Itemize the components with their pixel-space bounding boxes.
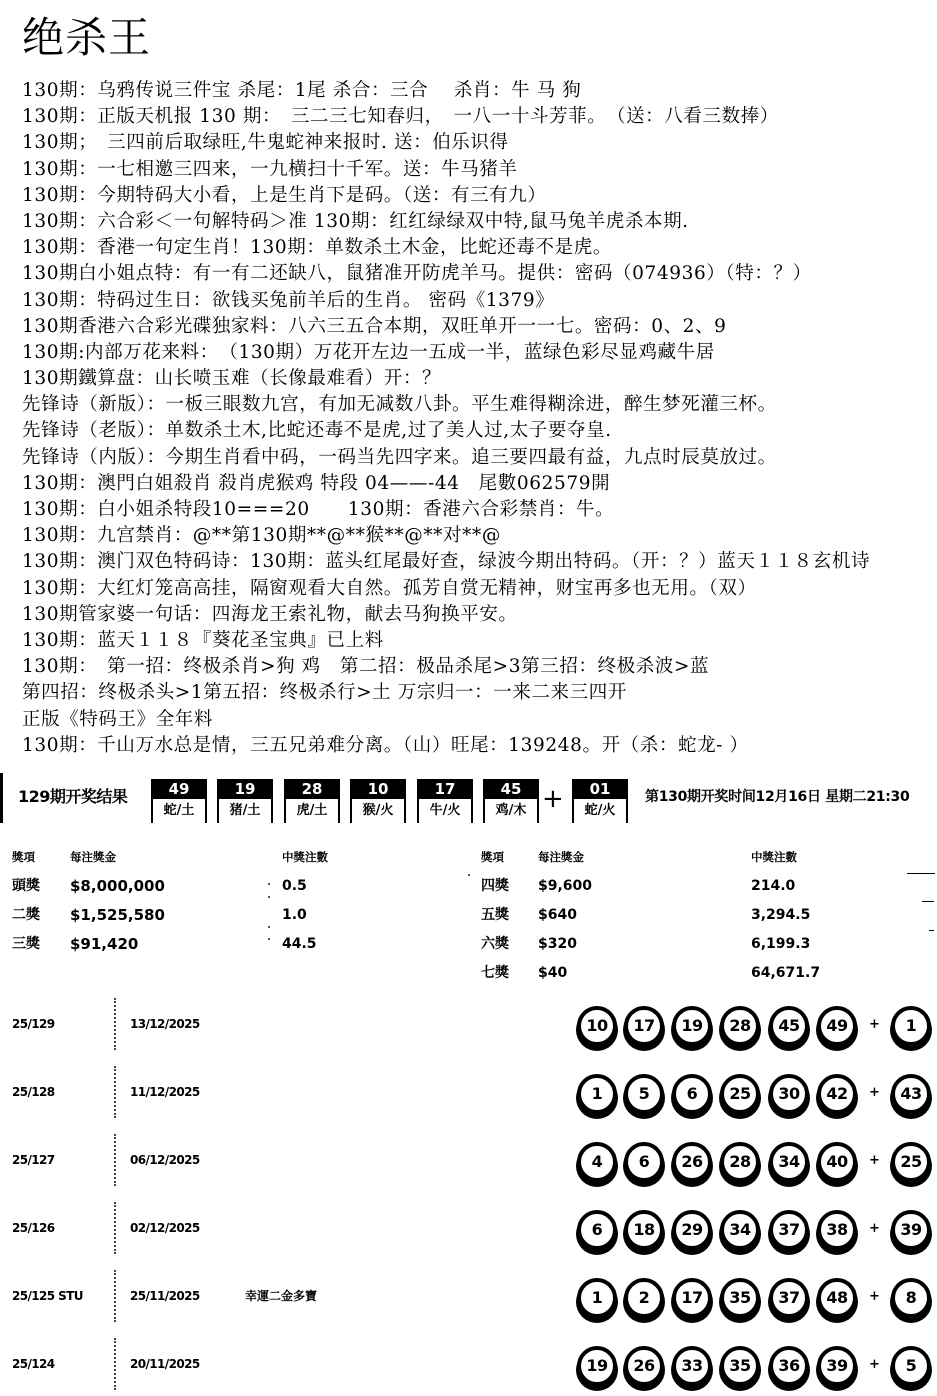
prize-amount: $320 — [538, 936, 577, 952]
decorative-dot — [468, 874, 470, 876]
number-ball: 30 — [769, 1074, 809, 1114]
number-ball: 26 — [624, 1346, 664, 1386]
result-number-box — [217, 779, 273, 823]
prize-amount: $91,420 — [70, 935, 139, 953]
result-number: 45 — [485, 779, 537, 799]
result-number-box — [417, 779, 473, 823]
history-date: 02/12/2025 — [130, 1221, 200, 1235]
history-row — [0, 1336, 937, 1396]
prediction-line: 第四招：终极杀头>1第五招：终极杀行>土 万宗归一：一来二来三四开 — [22, 682, 627, 704]
number-ball: 37 — [769, 1278, 809, 1318]
special-ball: 1 — [891, 1006, 931, 1046]
prediction-line: 130期：白小姐杀特段10===20 130期：香港六合彩禁肖：牛。 — [22, 499, 615, 520]
history-issue: 25/128 — [12, 1085, 55, 1099]
number-ball: 28 — [720, 1006, 760, 1046]
dotted-divider — [114, 1134, 116, 1186]
number-ball: 42 — [817, 1074, 857, 1114]
history-issue: 25/127 — [12, 1153, 55, 1167]
number-ball: 39 — [817, 1346, 857, 1386]
prediction-line: 130期：大红灯笼高高挂，隔窗观看大自然。孤芳自赏无精神，财宝再多也无用。（双） — [22, 577, 757, 599]
prize-name: 五獎 — [481, 907, 509, 923]
draw-result-label: 129期开奖结果 — [18, 787, 128, 806]
result-number: 17 — [419, 779, 471, 799]
decorative-dot — [268, 896, 270, 898]
special-number: 01 — [574, 779, 626, 799]
prediction-line: 130期管家婆一句话：四海龙王索礼物，献去马狗换平安。 — [22, 603, 518, 625]
prize-winners: 0.5 — [282, 878, 307, 894]
result-zodiac: 蛇/土 — [163, 803, 195, 818]
number-ball: 1 — [577, 1074, 617, 1114]
prize-amount: $1,525,580 — [70, 906, 165, 924]
number-ball: 6 — [624, 1142, 664, 1182]
decorative-line — [907, 873, 935, 874]
prediction-line: 130期：乌鸦传说三件宝 杀尾：1尾 杀合：三合 杀肖：牛 马 狗 — [22, 80, 582, 101]
prize-name: 七獎 — [481, 965, 509, 981]
header-prize: 獎項 — [12, 850, 35, 864]
result-number-box — [483, 779, 539, 823]
plus-icon: + — [869, 1085, 880, 1100]
result-number: 19 — [219, 779, 271, 799]
prize-amount: $9,600 — [538, 878, 593, 894]
special-ball: 39 — [891, 1210, 931, 1250]
prediction-line: 先锋诗（新版）：一板三眼数九宫，有加无减数八卦。平生难得糊涂进，醉生梦死灌三杯。 — [22, 394, 777, 416]
dotted-divider — [114, 1338, 116, 1390]
prize-winners: 64,671.7 — [751, 965, 821, 981]
special-ball: 43 — [891, 1074, 931, 1114]
decorative-dot — [268, 938, 270, 940]
header-amount: 每注獎金 — [70, 850, 116, 864]
number-ball: 1 — [577, 1278, 617, 1318]
prediction-line: 先锋诗（内版）：今期生肖看中码，一码当先四字来。追三要四最有益，九点时辰莫放过。 — [22, 446, 777, 468]
prediction-line: 130期； 三四前后取绿旺,牛鬼蛇神来报时. 送：伯乐识得 — [22, 132, 509, 154]
prize-table — [0, 846, 937, 986]
prize-name: 頭獎 — [12, 878, 40, 894]
prediction-line: 130期：六合彩＜一句解特码＞准 130期：红红绿绿双中特,鼠马兔羊虎杀本期. — [22, 210, 689, 232]
header-winners: 中獎注數 — [282, 850, 328, 864]
prediction-line: 先锋诗（老版）：单数杀土木,比蛇还毒不是虎,过了美人过,太子要夺皇. — [22, 420, 612, 442]
plus-icon: + — [869, 1017, 880, 1032]
plus-icon: + — [869, 1221, 880, 1236]
result-zodiac: 猴/火 — [362, 803, 394, 818]
dotted-divider — [114, 998, 116, 1050]
prediction-line: 130期：九宫禁肖：@**第130期**@**猴**@**对**@ — [22, 525, 501, 547]
result-zodiac: 牛/火 — [429, 803, 461, 818]
prediction-line: 130期：千山万水总是情，三五兄弟难分离。（山）旺尾：139248。开（杀：蛇龙- ） — [22, 734, 749, 756]
number-ball: 36 — [769, 1346, 809, 1386]
number-ball: 19 — [672, 1006, 712, 1046]
number-ball: 25 — [720, 1074, 760, 1114]
prediction-line: 130期：特码过生日：欲钱买兔前羊后的生肖。 密码《1379》 — [22, 289, 555, 311]
number-ball: 19 — [577, 1346, 617, 1386]
number-ball: 5 — [624, 1074, 664, 1114]
number-ball: 34 — [720, 1210, 760, 1250]
prediction-line: 正版《特码王》全年料 — [22, 708, 214, 730]
special-ball: 5 — [891, 1346, 931, 1386]
history-issue: 25/126 — [12, 1221, 55, 1235]
result-zodiac: 猪/土 — [229, 803, 261, 818]
plus-icon: + — [869, 1357, 880, 1372]
prize-amount: $640 — [538, 907, 577, 923]
result-number-box — [284, 779, 340, 823]
header-amount: 每注獎金 — [538, 850, 584, 864]
number-ball: 45 — [769, 1006, 809, 1046]
result-number-box — [350, 779, 406, 823]
prize-winners: 44.5 — [282, 936, 317, 952]
history-row — [0, 996, 937, 1056]
prize-amount: $8,000,000 — [70, 877, 165, 895]
decorative-dot — [268, 926, 270, 928]
prize-name: 二獎 — [12, 907, 40, 923]
number-ball: 10 — [577, 1006, 617, 1046]
history-row — [0, 1200, 937, 1260]
number-ball: 2 — [624, 1278, 664, 1318]
number-ball: 35 — [720, 1346, 760, 1386]
history-note: 幸運二金多寶 — [245, 1289, 318, 1303]
number-ball: 33 — [672, 1346, 712, 1386]
history-row — [0, 1064, 937, 1124]
prediction-line: 130期：蓝天１１８『葵花圣宝典』已上料 — [22, 629, 384, 651]
history-issue: 25/129 — [12, 1017, 55, 1031]
header-prize: 獎項 — [481, 850, 504, 864]
history-row — [0, 1132, 937, 1192]
special-zodiac: 蛇/火 — [584, 803, 616, 818]
plus-icon: + — [869, 1289, 880, 1304]
number-ball: 35 — [720, 1278, 760, 1318]
special-ball: 25 — [891, 1142, 931, 1182]
plus-icon: + — [869, 1153, 880, 1168]
header-winners: 中獎注數 — [751, 850, 797, 864]
decorative-dot — [268, 883, 270, 885]
plus-icon: + — [542, 784, 564, 814]
number-ball: 26 — [672, 1142, 712, 1182]
dotted-divider — [114, 1066, 116, 1118]
prediction-lines — [22, 78, 937, 759]
result-number: 49 — [153, 779, 205, 799]
result-number: 10 — [352, 779, 404, 799]
result-zodiac: 虎/土 — [296, 803, 328, 818]
prize-winners: 6,199.3 — [751, 936, 811, 952]
prediction-line: 130期白小姐点特：有一有二还缺八，鼠猪准开防虎羊马。提供：密码（074936）（特：？） — [22, 263, 812, 285]
number-ball: 17 — [624, 1006, 664, 1046]
number-ball: 28 — [720, 1142, 760, 1182]
prediction-line: 130期：一七相邀三四来，一九横扫十千军。送：牛马猪羊 — [22, 158, 518, 180]
number-ball: 17 — [672, 1278, 712, 1318]
number-ball: 4 — [577, 1142, 617, 1182]
prediction-line: 130期：正版天机报 130 期： 三二三七知春归， 一八一十斗芳菲。 （送：八看三数捧） — [22, 106, 779, 128]
prize-winners: 3,294.5 — [751, 907, 811, 923]
history-date: 25/11/2025 — [130, 1289, 200, 1303]
number-ball: 37 — [769, 1210, 809, 1250]
prediction-line: 130期:内部万花来料： （130期）万花开左边一五成一半，蓝绿色彩尽显鸡藏牛居 — [22, 341, 715, 363]
prediction-line: 130期：澳門白姐殺肖 殺肖虎猴鸡 特段 04——-44 尾數062579開 — [22, 472, 611, 494]
history-date: 20/11/2025 — [130, 1357, 200, 1371]
number-ball: 18 — [624, 1210, 664, 1250]
draw-result-bar — [0, 770, 937, 828]
prize-winners: 1.0 — [282, 907, 307, 923]
number-ball: 40 — [817, 1142, 857, 1182]
number-ball: 29 — [672, 1210, 712, 1250]
history-date: 06/12/2025 — [130, 1153, 200, 1167]
prediction-line: 130期：今期特码大小看，上是生肖下是码。（送：有三有九） — [22, 184, 547, 206]
prediction-line: 130期鐵算盘：山长喷玉难（长像最难看）开：？ — [22, 368, 442, 390]
history-issue: 25/124 — [12, 1357, 55, 1371]
special-number-box — [572, 779, 628, 823]
result-number-box — [151, 779, 207, 823]
prize-winners: 214.0 — [751, 878, 796, 894]
next-draw-time: 第130期开奖时间12月16日 星期二21:30 — [645, 789, 910, 805]
prize-name: 六獎 — [481, 936, 509, 952]
prediction-line: 130期：香港一句定生肖！130期：单数杀土木金，比蛇还毒不是虎。 — [22, 237, 612, 259]
history-issue: 25/125 STU — [12, 1289, 83, 1303]
number-ball: 48 — [817, 1278, 857, 1318]
prediction-line: 130期香港六合彩光碟独家料：八六三五合本期，双旺单开一一七。密码：0、2、9 — [22, 315, 727, 337]
number-ball: 34 — [769, 1142, 809, 1182]
result-number: 28 — [286, 779, 338, 799]
number-ball: 49 — [817, 1006, 857, 1046]
decorative-line — [929, 930, 934, 931]
prediction-line: 130期：澳门双色特码诗：130期：蓝头红尾最好查，绿波今期出特码。（开：？）蓝天１１８玄机诗 — [22, 551, 871, 573]
special-ball: 8 — [891, 1278, 931, 1318]
number-ball: 6 — [577, 1210, 617, 1250]
number-ball: 38 — [817, 1210, 857, 1250]
prize-name: 三獎 — [12, 936, 40, 952]
history-row — [0, 1268, 937, 1328]
dotted-divider — [114, 1202, 116, 1254]
bar-edge-divider — [0, 773, 3, 823]
dotted-divider — [114, 1270, 116, 1322]
prize-name: 四獎 — [481, 878, 509, 894]
page-title: 绝杀王 — [22, 13, 152, 62]
history-date: 13/12/2025 — [130, 1017, 200, 1031]
result-zodiac: 鸡/木 — [495, 803, 527, 818]
prize-amount: $40 — [538, 965, 568, 981]
history-date: 11/12/2025 — [130, 1085, 200, 1099]
decorative-line — [922, 901, 934, 902]
prediction-line: 130期： 第一招：终极杀肖>狗 鸡 第二招：极品杀尾>3第三招：终极杀波>蓝 — [22, 656, 710, 678]
number-ball: 6 — [672, 1074, 712, 1114]
